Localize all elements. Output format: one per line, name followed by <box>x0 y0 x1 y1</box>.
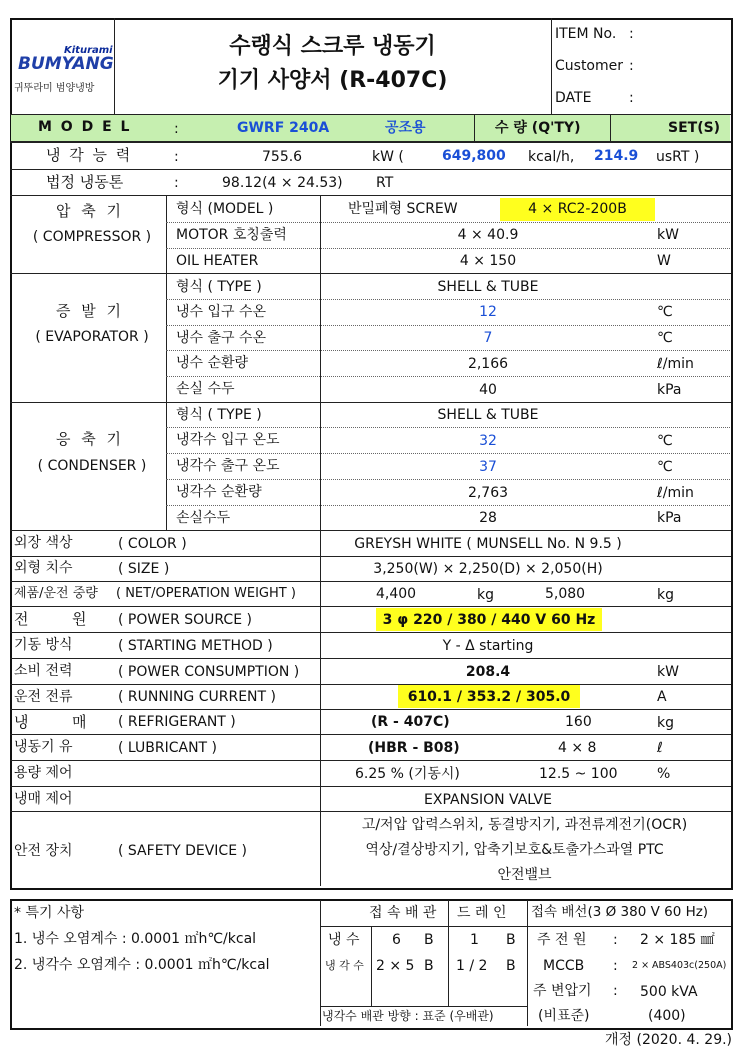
lubricant-label: 냉동기 유 <box>14 739 73 755</box>
notes-line2: 2. 냉각수 오염계수 : 0.0001 ㎡h℃/kcal <box>14 957 270 973</box>
doc-title-line1: 수랭식 스크루 냉동기 <box>229 34 436 59</box>
piping-direction-note: 냉각수 배관 방향 : 표준 (우배관) <box>322 1009 494 1023</box>
consumption-value: 208.4 <box>465 664 511 680</box>
lubricant-amount: 4 × 8 <box>558 740 597 756</box>
lubricant-value: (HBR - B08) <box>368 740 460 756</box>
cooling-water-size: 2 × 5 <box>376 958 415 974</box>
compressor-row-label: OIL HEATER <box>176 253 259 269</box>
main-power-value: 2 × 185 ㎟ <box>640 932 715 948</box>
current-label: 운전 전류 <box>14 689 73 705</box>
evaporator-title: 증 발 기 <box>55 302 124 320</box>
capacity-label: 냉 각 능 력 <box>46 146 133 164</box>
mccb-value: 2 × ABS403c(250A) <box>632 960 727 971</box>
legal-ton-value: 98.12(4 × 24.53) <box>222 175 343 191</box>
main-power-label: 주 전 원 <box>537 932 587 948</box>
safety-label: 안전 장치 <box>14 843 73 859</box>
logo-sub-text: 귀뚜라미 범양냉방 <box>14 83 95 94</box>
refrigerant-control-label: 냉매 제어 <box>14 791 73 807</box>
evaporator-subtitle: ( EVAPORATOR ) <box>35 329 149 345</box>
evaporator-row-label: 냉수 순환량 <box>176 355 249 371</box>
refrigerant-amount: 160 <box>565 714 592 730</box>
nonstandard-value: (400) <box>648 1008 686 1024</box>
drain-title: 드 레 인 <box>457 905 507 921</box>
refrigerant-value: (R - 407C) <box>371 714 450 730</box>
weight-label: 제품/운전 중량 <box>14 586 98 601</box>
chilled-water-in-temp: 12 <box>479 304 497 320</box>
safety-line1: 고/저압 압력스위치, 동결방지기, 과전류계전기(OCR) <box>361 817 688 833</box>
capacity-control-value: 6.25 % (기동시) <box>355 766 460 782</box>
nonstandard-label: (비표준) <box>538 1008 590 1024</box>
qty-label: 수 량 (Q'TY) <box>495 120 581 136</box>
capacity-usrt: 214.9 <box>594 148 639 164</box>
transformer-label: 주 변압기 <box>533 983 592 999</box>
capacity-kw: 755.6 <box>262 149 303 165</box>
size-value: 3,250(W) × 2,250(D) × 2,050(H) <box>373 561 603 577</box>
compressor-heater-value: 4 × 150 <box>459 253 517 269</box>
drain1-size: 1 <box>470 932 479 948</box>
cooling-water-flow: 2,763 <box>467 485 509 501</box>
capacity-control-label: 용량 제어 <box>14 765 73 781</box>
evaporator-head-loss: 40 <box>479 382 497 398</box>
compressor-title: 압 축 기 <box>55 202 124 220</box>
customer-label: Customer <box>555 58 624 74</box>
size-label: 외형 치수 <box>14 560 73 576</box>
doc-title-line2: 기기 사양서 (R-407C) <box>217 68 448 93</box>
current-value: 610.1 / 353.2 / 305.0 <box>407 689 571 705</box>
notes-line1: 1. 냉수 오염계수 : 0.0001 ㎡h℃/kcal <box>14 931 257 947</box>
safety-line2: 역상/결상방지기, 압축기보호&토출가스과열 PTC <box>365 842 664 858</box>
chilled-water-label: 냉 수 <box>328 932 360 948</box>
operation-weight: 5,080 <box>545 586 586 602</box>
legal-ton-label: 법정 냉동톤 <box>46 173 124 191</box>
compressor-row-label: 형식 (MODEL ) <box>176 201 274 217</box>
compressor-type-value: 반밀폐형 SCREW <box>348 201 458 217</box>
logo-top-text: Kiturami <box>64 45 113 56</box>
chilled-water-out-temp: 7 <box>483 330 493 346</box>
starting-value: Y - Δ starting <box>442 638 534 654</box>
logo-main-text: BUMYANG <box>18 54 114 74</box>
safety-line3: 안전밸브 <box>497 867 552 883</box>
evaporator-type-value: SHELL & TUBE <box>437 279 539 295</box>
net-weight: 4,400 <box>376 586 417 602</box>
chilled-water-flow: 2,166 <box>467 356 509 372</box>
transformer-value: 500 kVA <box>640 984 698 1000</box>
drain2-size: 1 / 2 <box>456 958 488 974</box>
consumption-label: 소비 전력 <box>14 663 73 679</box>
condenser-head-loss: 28 <box>479 510 497 526</box>
set-label: SET(S) <box>668 120 721 136</box>
refrigerant-control-value: EXPANSION VALVE <box>424 792 552 808</box>
compressor-row-label: MOTOR 호칭출력 <box>176 227 287 243</box>
date-label: DATE <box>555 90 592 106</box>
starting-label: 기동 방식 <box>14 637 73 653</box>
evaporator-row-label: 냉수 출구 수온 <box>176 330 267 346</box>
color-label: 외장 색상 <box>14 535 73 551</box>
capacity-control-range: 12.5 ~ 100 <box>539 766 618 782</box>
cooling-water-label: 냉 각 수 <box>325 959 364 972</box>
condenser-row-label: 손실수두 <box>176 510 231 526</box>
condenser-title: 응 축 기 <box>55 430 124 448</box>
notes-title: * 특기 사항 <box>14 905 84 921</box>
item-no-label: ITEM No. <box>555 26 617 42</box>
model-value: GWRF 240A <box>237 120 330 136</box>
chilled-water-size: 6 <box>392 932 401 948</box>
condenser-type-value: SHELL & TUBE <box>437 407 539 423</box>
revision-date: 개정 (2020. 4. 29.) <box>605 1032 733 1048</box>
evaporator-row-label: 형식 ( TYPE ) <box>176 279 262 295</box>
wiring-title: 접속 배선(3 Ø 380 V 60 Hz) <box>531 904 709 920</box>
model-label: M O D E L <box>38 119 132 135</box>
condenser-row-label: 냉각수 순환량 <box>176 484 262 500</box>
condenser-row-label: 형식 ( TYPE ) <box>176 407 262 423</box>
compressor-subtitle: ( COMPRESSOR ) <box>32 229 152 245</box>
condenser-subtitle: ( CONDENSER ) <box>37 458 147 474</box>
mccb-label: MCCB <box>543 958 585 974</box>
compressor-model-value: 4 × RC2-200B <box>528 201 627 217</box>
evaporator-row-label: 냉수 입구 수온 <box>176 304 267 320</box>
compressor-motor-value: 4 × 40.9 <box>457 227 519 243</box>
cooling-water-out-temp: 37 <box>479 459 497 475</box>
evaporator-row-label: 손실 수두 <box>176 381 235 397</box>
power-source-value: 3 φ 220 / 380 / 440 V 60 Hz <box>382 612 596 628</box>
condenser-row-label: 냉각수 입구 온도 <box>176 432 280 448</box>
capacity-kcal: 649,800 <box>442 148 506 164</box>
connect-piping-title: 접 속 배 관 <box>369 905 437 921</box>
cooling-water-in-temp: 32 <box>479 433 497 449</box>
color-value: GREYSH WHITE ( MUNSELL No. N 9.5 ) <box>354 536 622 552</box>
model-use: 공조용 <box>385 120 426 136</box>
condenser-row-label: 냉각수 출구 온도 <box>176 458 280 474</box>
